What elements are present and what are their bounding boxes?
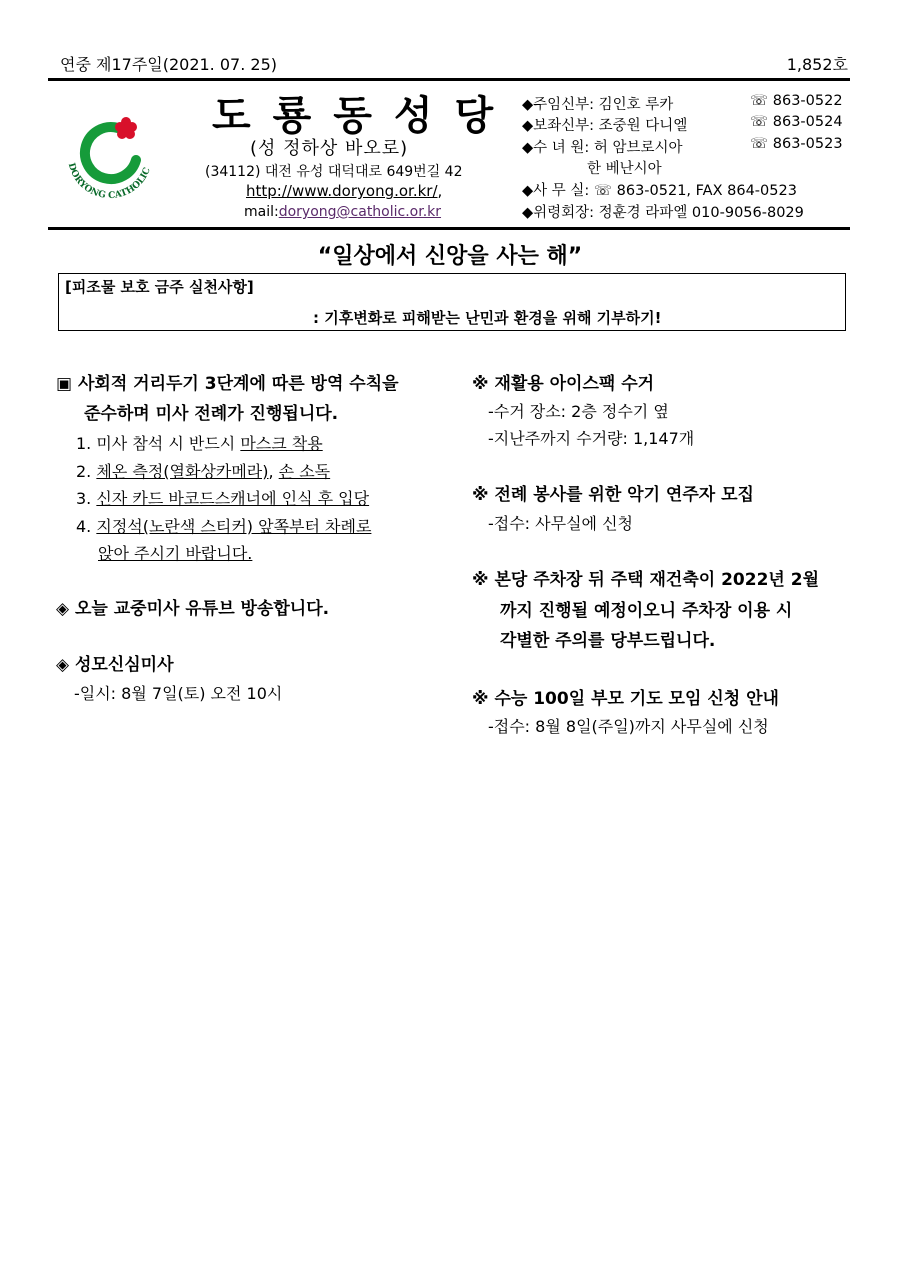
staff-role: ◆수 녀 원: 허 암브로시아	[522, 140, 683, 156]
notice-box	[58, 273, 846, 331]
section-quarantine-title-2: 준수하며 미사 전례가 진행됩니다.	[84, 404, 339, 424]
staff-row	[522, 114, 843, 135]
notice-body: : 기후변화로 피해받는 난민과 환경을 위해 기부하기!	[313, 309, 662, 327]
staff-row	[522, 93, 843, 114]
website-suffix: ,	[437, 182, 443, 200]
issue-number: 1,852호	[786, 55, 848, 74]
logo-text: DORYONG CATHOLIC	[65, 161, 153, 202]
list-item: 2. 체온 측정(열화상카메라), 손 소독	[76, 462, 331, 481]
staff-phone: ☏ 863-0524	[750, 114, 843, 130]
section-musician-title: ※ 전례 봉사를 위한 악기 연주자 모집	[472, 485, 754, 505]
suneung-apply: -접수: 8월 8일(주일)까지 사무실에 신청	[488, 717, 769, 736]
staff-row	[587, 157, 662, 178]
section-youtube-title: ◈ 오늘 교중미사 유튜브 방송합니다.	[56, 599, 330, 619]
mail-link[interactable]: doryong@catholic.or.kr	[278, 204, 442, 220]
header-bottom-rule	[48, 227, 850, 230]
list-item: 1. 미사 참석 시 반드시 마스크 착용	[76, 434, 323, 453]
section-suneung-title: ※ 수능 100일 부모 기도 모임 신청 안내	[472, 689, 779, 709]
staff-role: ◆위령회장: 정훈경 라파엘 010-9056-8029	[522, 205, 804, 221]
staff-row	[522, 179, 797, 200]
section-quarantine-title: ▣ 사회적 거리두기 3단계에 따른 방역 수칙을	[56, 374, 399, 394]
staff-role: ◆주임신부: 김인호 루카	[522, 97, 674, 113]
section-marian-mass-title: ◈ 성모신심미사	[56, 655, 174, 675]
staff-row	[522, 201, 804, 222]
patron-saint: (성 정하상 바오로)	[250, 138, 409, 159]
header-top-rule	[48, 78, 850, 81]
staff-row	[522, 136, 843, 157]
section-parking-line2: 까지 진행될 예정이오니 주차장 이용 시	[500, 601, 793, 621]
section-parking-line1: ※ 본당 주차장 뒤 주택 재건축이 2022년 2월	[472, 570, 820, 590]
marian-mass-date: -일시: 8월 7일(토) 오전 10시	[74, 684, 283, 703]
year-slogan: “일상에서 신앙을 사는 해”	[317, 244, 583, 269]
website-link[interactable]: http://www.doryong.or.kr/	[246, 182, 438, 200]
icepack-amount: -지난주까지 수거량: 1,147개	[488, 429, 695, 448]
mail-line	[244, 204, 441, 220]
musician-apply: -접수: 사무실에 신청	[488, 514, 633, 533]
list-item: 3. 신자 카드 바코드스캐너에 인식 후 입당	[76, 489, 370, 508]
list-item-continuation: 앉아 주시기 바랍니다.	[98, 544, 253, 563]
section-icepack-title: ※ 재활용 아이스팩 수거	[472, 374, 655, 394]
staff-role: ◆사 무 실: ☏ 863-0521, FAX 864-0523	[522, 183, 797, 199]
week-label: 연중 제17주일(2021. 07. 25)	[60, 55, 277, 74]
section-parking-line3: 각별한 주의를 당부드립니다.	[500, 631, 716, 651]
icepack-location: -수거 장소: 2층 정수기 옆	[488, 402, 669, 421]
church-name: 도룡동성당	[212, 93, 516, 139]
staff-role: 한 베난시아	[587, 161, 662, 177]
church-address: (34112) 대전 유성 대덕대로 649번길 42	[205, 164, 463, 180]
mail-label: mail:	[244, 204, 279, 220]
notice-heading: [피조물 보호 금주 실천사항]	[65, 278, 254, 296]
staff-role: ◆보좌신부: 조중원 다니엘	[522, 118, 688, 134]
church-logo	[60, 104, 160, 204]
staff-phone: ☏ 863-0522	[750, 93, 843, 109]
website-line	[246, 182, 442, 200]
list-item: 4. 지정석(노란색 스티커) 앞쪽부터 차례로	[76, 517, 372, 536]
staff-phone: ☏ 863-0523	[750, 136, 843, 152]
